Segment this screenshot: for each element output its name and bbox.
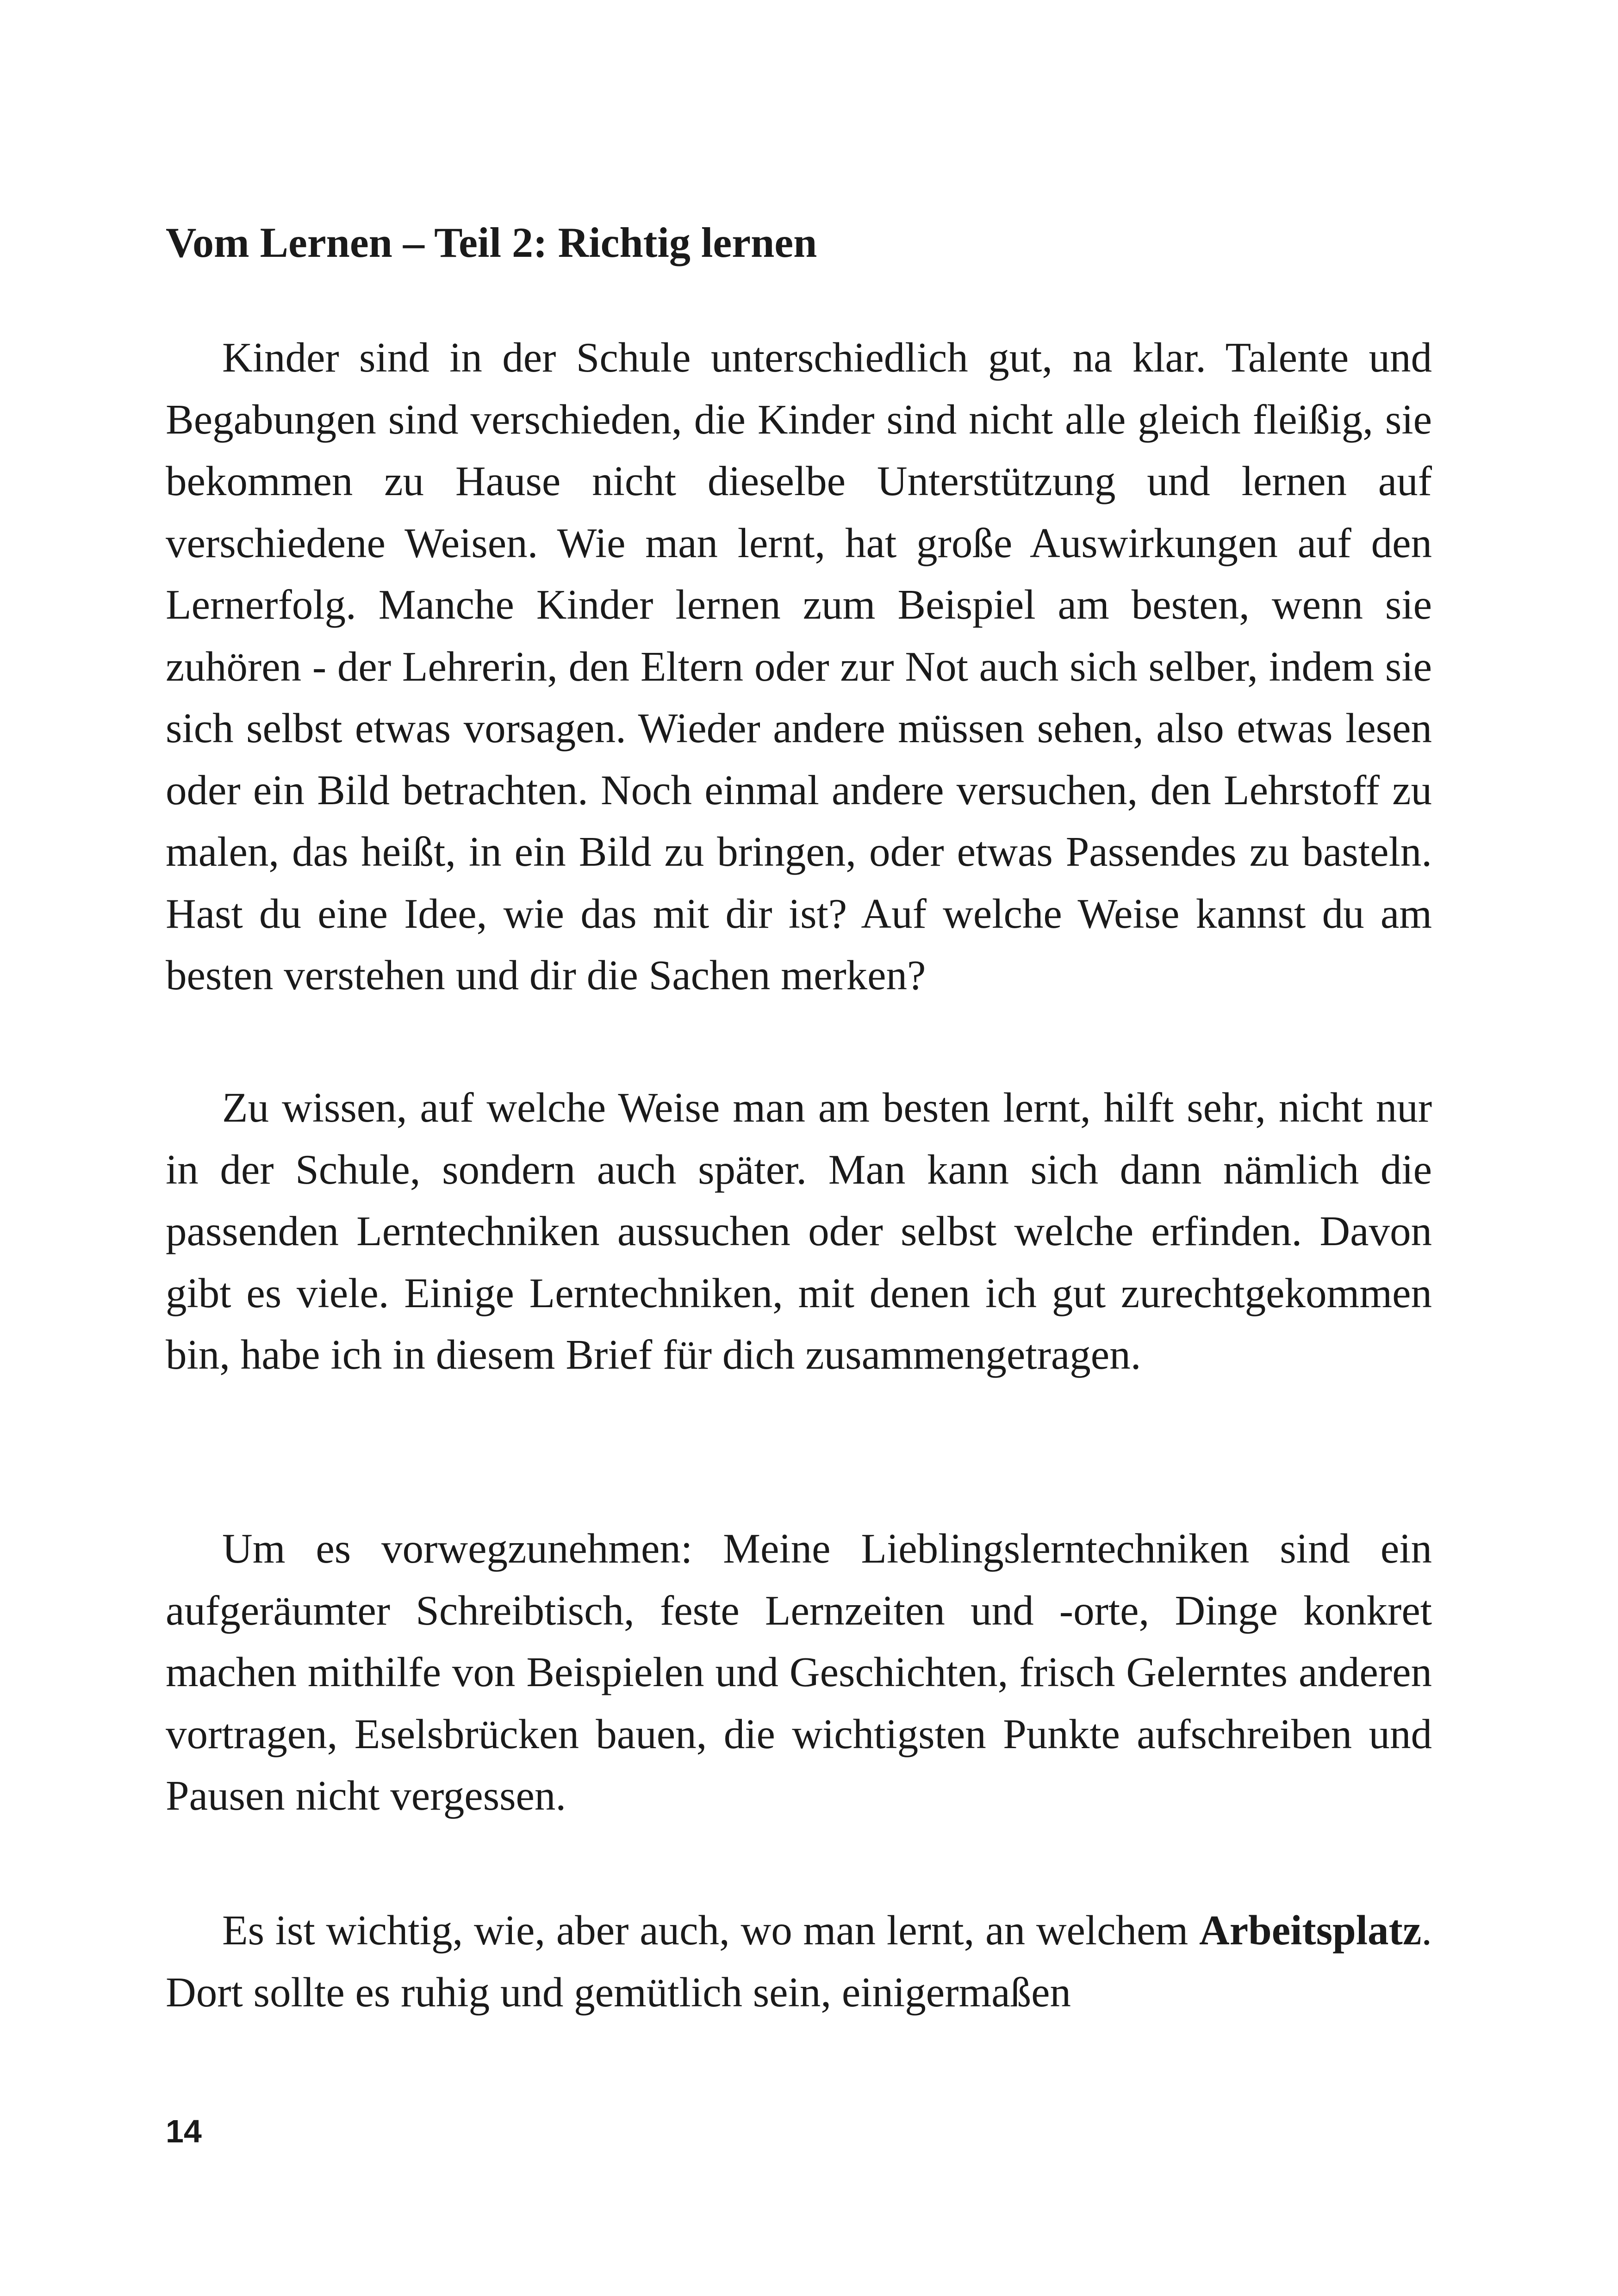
paragraph-2: Zu wissen, auf welche Weise man am besten lernt, hilft sehr, nicht nur in der Schule, sondern auch später. Man kann sich dann nämlich die passenden Lerntechniken aussuchen oder selbst welche erfinden. Davon gibt es viele. Einige Lerntechniken, mit denen ich gut zurechtgekommen bin, habe ich in diesem Brief für dich zusammengetragen.	[166, 1084, 1432, 1378]
chapter-title: Vom Lernen – Teil 2: Richtig lernen	[166, 219, 817, 266]
paragraph-4-rest: . Dort sollte es ruhig und gemütlich sein, einigermaßen	[166, 1907, 1432, 2016]
term-arbeitsplatz: Arbeitsplatz	[1199, 1907, 1422, 1954]
paragraph-3: Um es vorwegzunehmen: Meine Lieblingslerntechniken sind ein aufgeräumter Schreibtisch, feste Lernzeiten und -orte, Dinge konkret machen mithilfe von Beispielen und Geschichten, frisch Gelerntes anderen vortragen, Eselsbrücken bauen, die wichtigsten Punkte aufschreiben und Pausen nicht vergessen.	[166, 1525, 1432, 1819]
paragraph-4	[166, 1899, 1432, 2023]
paragraph-4-lead: Es ist wichtig, wie, aber auch, wo man lernt, an welchem	[222, 1907, 1200, 1954]
page-number: 14	[166, 2113, 202, 2149]
paragraph-1: Kinder sind in der Schule unterschiedlich gut, na klar. Talente und Begabungen sind verschieden, die Kinder sind nicht alle gleich fleißig, sie bekommen zu Hause nicht dieselbe Unterstützung und lernen auf verschiedene Weisen. Wie man lernt, hat große Auswirkungen auf den Lernerfolg. Manche Kinder lernen zum Beispiel am besten, wenn sie zuhören - der Lehrerin, den Eltern oder zur Not auch sich selber, indem sie sich selbst etwas vorsagen. Wieder andere müssen sehen, also etwas lesen oder ein Bild betrachten. Noch einmal andere versuchen, den Lehrstoff zu malen, das heißt, in ein Bild zu bringen, oder etwas Passendes zu basteln. Hast du eine Idee, wie das mit dir ist? Auf welche Weise kannst du am besten verstehen und dir die Sachen merken?	[166, 334, 1432, 999]
